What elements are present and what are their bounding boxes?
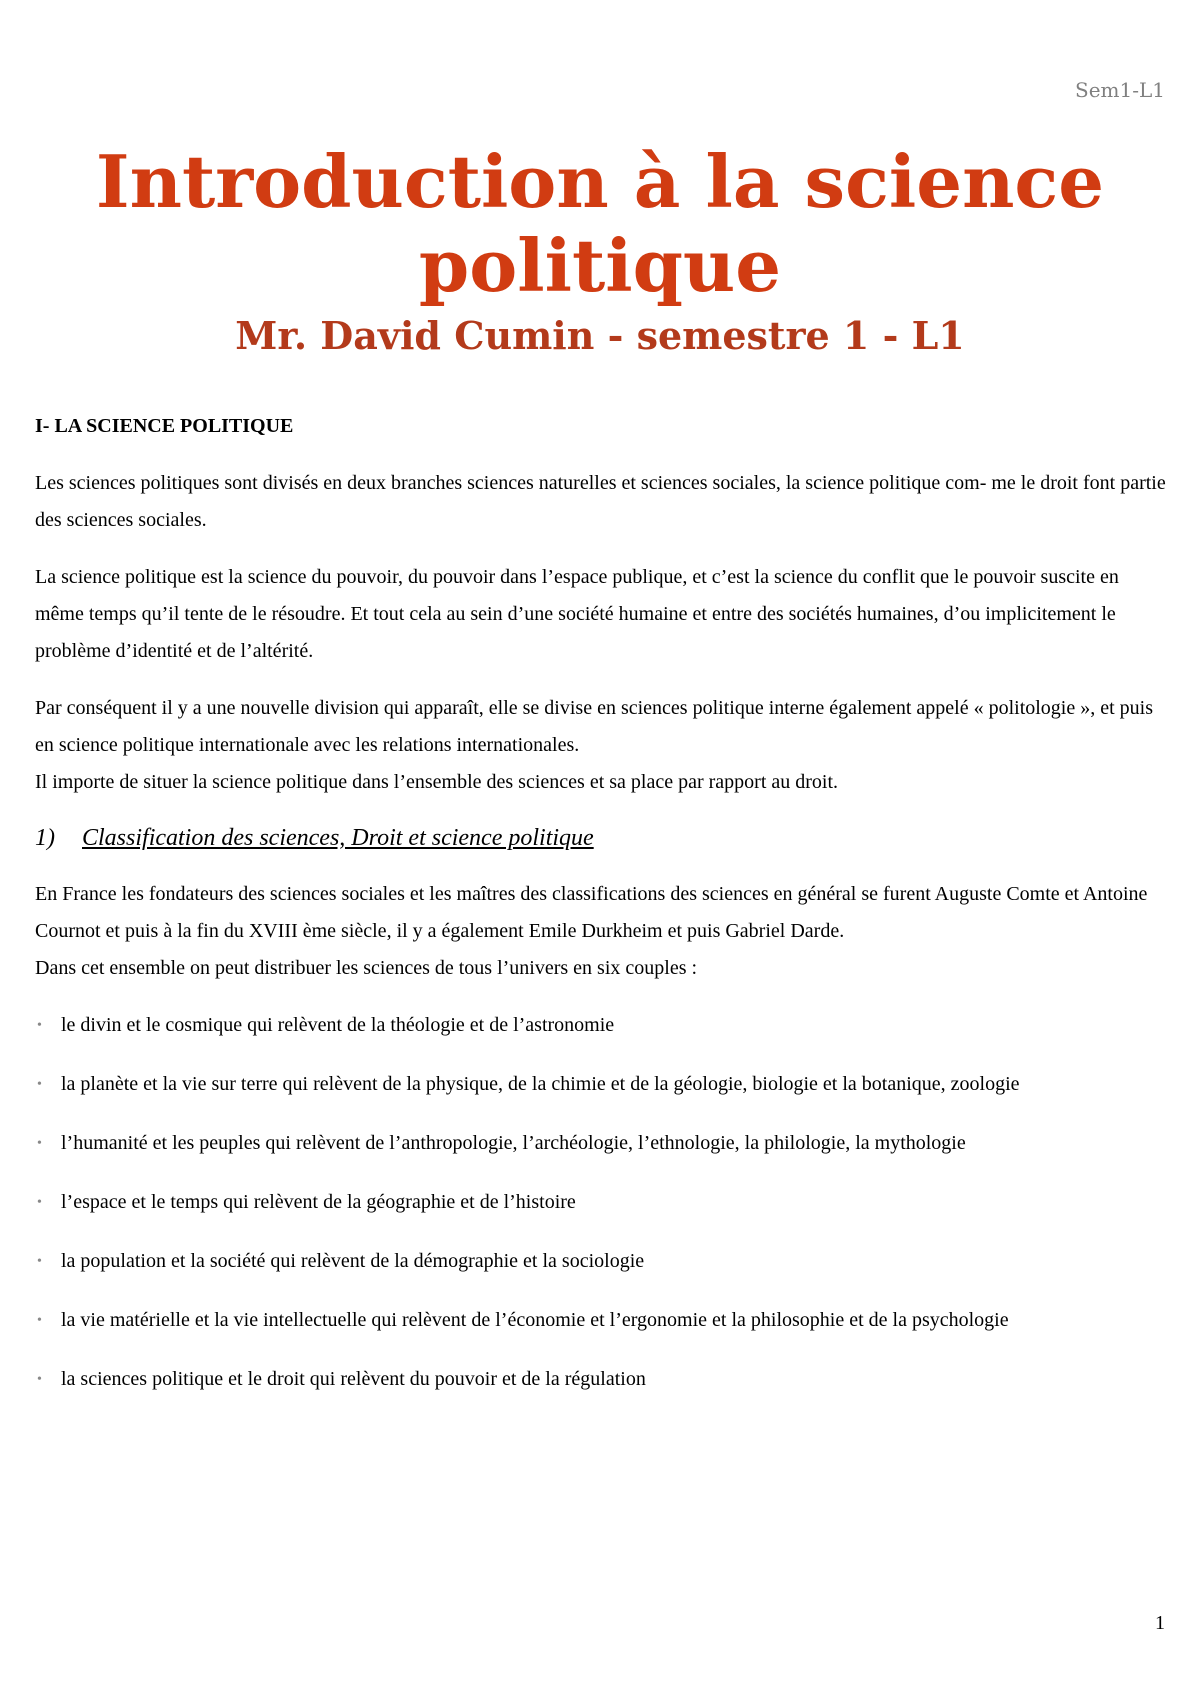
paragraph (35, 690, 1170, 801)
paragraph-line: En France les fondateurs des sciences sociales et les maîtres des classifications des sciences en général se furent Auguste Comte et Antoine Cournot et puis à la fin du XVIII ème siècle, il y a également Emile Durkheim et puis Gabriel Darde. (35, 883, 1148, 942)
list-item-text: le divin et le cosmique qui relèvent de la théologie et de l’astronomie (61, 1014, 615, 1036)
paragraph-line: Dans cet ensemble on peut distribuer les sciences de tous l’univers en six couples : (35, 957, 698, 979)
list-item-text: l’espace et le temps qui relèvent de la géographie et de l’histoire (61, 1191, 576, 1213)
bullet-list (35, 1007, 1170, 1398)
list-item (35, 1125, 1170, 1162)
bullet-icon: • (37, 1313, 42, 1328)
bullet-icon: • (37, 1077, 42, 1092)
paragraph: La science politique est la science du pouvoir, du pouvoir dans l’espace publique, et c’est la science du conflit que le pouvoir suscite en même temps qu’il tente de le résoudre. Et tout cela au sein d’une société humaine et entre des sociétés humaines, d’ou implicitement le problème d’identité et de l’altérité. (35, 566, 1119, 662)
bullet-icon: • (37, 1136, 42, 1151)
bullet-icon: • (37, 1018, 42, 1033)
list-item-text: la vie matérielle et la vie intellectuelle qui relèvent de l’économie et l’ergonomie et la philosophie et de la psychologie (61, 1309, 1009, 1331)
document-title: Introduction à la science politique (95, 139, 1105, 308)
page-number: 1 (1155, 1612, 1165, 1634)
bullet-icon: • (37, 1254, 42, 1269)
list-item (35, 1184, 1170, 1221)
paragraph (35, 876, 1170, 987)
subsection-heading (35, 820, 1170, 857)
document-body (35, 408, 1170, 1420)
list-item-text: l’humanité et les peuples qui relèvent de l’anthropologie, l’archéologie, l’ethnologie, la philologie, la mythologie (61, 1132, 966, 1154)
header-reference: Sem1-L1 (1075, 78, 1165, 102)
bullet-icon: • (37, 1195, 42, 1210)
bullet-icon: • (37, 1372, 42, 1387)
subsection-number: 1) (35, 825, 55, 851)
paragraph-line: Il importe de situer la science politique dans l’ensemble des sciences et sa place par rapport au droit. (35, 771, 839, 793)
document-subtitle: Mr. David Cumin - semestre 1 - L1 (235, 313, 965, 358)
list-item-text: la planète et la vie sur terre qui relèvent de la physique, de la chimie et de la géologie, biologie et la botanique, zoologie (61, 1073, 1020, 1095)
list-item-text: la sciences politique et le droit qui relèvent du pouvoir et de la régulation (61, 1368, 646, 1390)
list-item (35, 1361, 1170, 1398)
list-item (35, 1066, 1170, 1103)
list-item (35, 1302, 1170, 1339)
list-item (35, 1243, 1170, 1280)
list-item (35, 1007, 1170, 1044)
list-item-text: la population et la société qui relèvent de la démographie et la sociologie (61, 1250, 645, 1272)
paragraph: Les sciences politiques sont divisés en deux branches sciences naturelles et sciences sociales, la science politique com- me le droit font partie des sciences sociales. (35, 472, 1166, 531)
section-heading: I- LA SCIENCE POLITIQUE (35, 415, 294, 437)
paragraph-line: Par conséquent il y a une nouvelle division qui apparaît, elle se divise en sciences politique interne également appelé « politologie », et puis en science politique internationale avec les relations internationales. (35, 697, 1154, 756)
subsection-title: Classification des sciences, Droit et science politique (82, 825, 594, 851)
